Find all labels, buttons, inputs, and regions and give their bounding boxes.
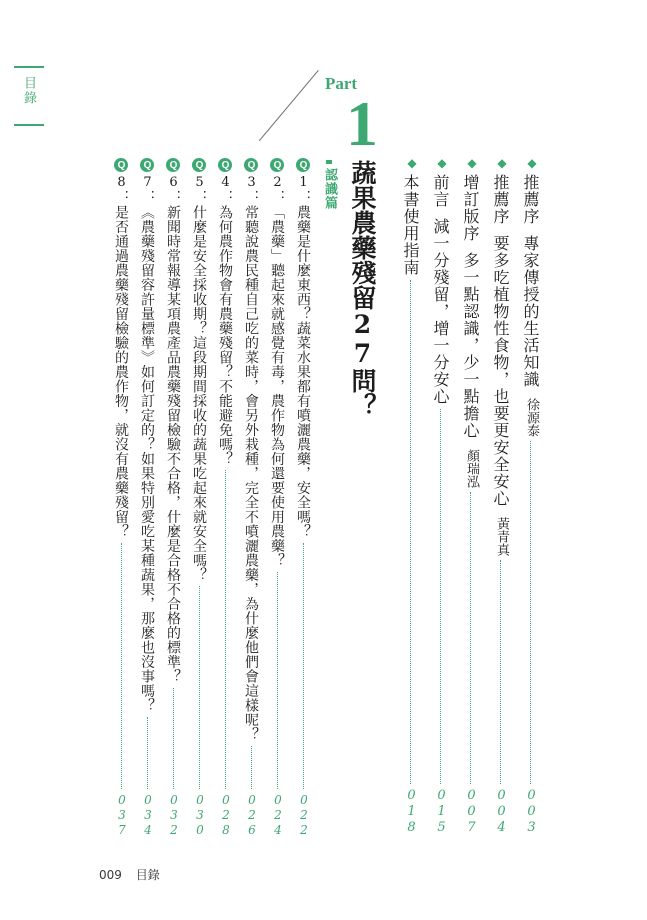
entry-page: 007 <box>464 788 479 836</box>
toc-question-7[interactable] <box>140 158 154 838</box>
section-bar-top <box>326 160 332 164</box>
question-text: 是否通過農藥殘留檢驗的農作物，就沒有農藥殘留？ <box>113 205 129 539</box>
leader-dots <box>251 746 252 790</box>
entry-page: 015 <box>434 788 449 836</box>
entry-title: 要多吃植物性食物，也要更安全安心 <box>491 235 510 507</box>
side-tab-rule-top <box>14 66 44 68</box>
chapter-title: 蔬果農藥殘留27問？ <box>348 160 377 418</box>
side-tab-rule-bottom <box>14 124 44 126</box>
toc-entry-preface[interactable] <box>462 156 478 836</box>
question-text: 新聞時常報導某項農產品農藥殘留檢驗不合格，什麼是合格不合格的標準？ <box>165 205 181 684</box>
section-label: 認識篇 <box>322 168 337 210</box>
question-text: 什麼是安全採收期？這段期間採收的蔬果吃起來就安全嗎？ <box>191 205 207 582</box>
entry-label: 本書使用指南 <box>401 174 420 276</box>
page-footer <box>99 866 160 883</box>
footer-page-number: 009 <box>99 868 122 882</box>
footer-section: 目錄 <box>135 868 160 882</box>
question-text: 農藥是什麼東西？蔬菜水果都有噴灑農藥，安全嗎？ <box>295 205 311 539</box>
question-page: 034 <box>141 793 155 838</box>
question-number: 5： <box>192 175 207 203</box>
entry-author: 黃青真 <box>494 517 509 556</box>
part-number: 1 <box>346 88 378 159</box>
q-badge-icon: Q <box>142 159 153 171</box>
leader-dots <box>303 543 304 790</box>
toc-entry-foreword-2[interactable] <box>492 156 508 836</box>
q-badge-icon: Q <box>194 159 205 171</box>
entry-label: 推薦序 <box>521 174 540 225</box>
entry-author: 顏瑞泓 <box>464 449 479 488</box>
side-tab-label: 目錄 <box>21 76 36 106</box>
entry-label: 前言 <box>431 174 450 208</box>
leader-dots <box>173 688 174 790</box>
entry-page: 018 <box>404 788 419 836</box>
entry-label: 增訂版序 <box>461 174 480 242</box>
leader-dots <box>530 441 531 784</box>
q-badge-icon: Q <box>116 159 127 171</box>
question-page: 030 <box>193 793 207 838</box>
question-page: 022 <box>297 793 311 838</box>
leader-dots <box>147 717 148 790</box>
toc-entry-guide[interactable] <box>402 156 418 836</box>
q-badge-icon: Q <box>272 159 283 171</box>
question-text: 《農藥殘留容許量標準》如何訂定的？如果特別愛吃某種蔬果，那麼也沒事嗎？ <box>139 205 155 713</box>
entry-title: 專家傳授的生活知識 <box>521 235 540 388</box>
leader-dots <box>121 543 122 790</box>
diamond-bullet-icon: ◆ <box>435 156 449 170</box>
question-number: 1： <box>296 175 311 203</box>
question-number: 7： <box>140 175 155 203</box>
leader-dots <box>410 280 411 784</box>
q-badge-icon: Q <box>298 159 309 171</box>
question-number: 2： <box>270 175 285 203</box>
question-number: 4： <box>218 175 233 203</box>
leader-dots <box>225 470 226 789</box>
part-word: Part <box>325 74 358 93</box>
question-number: 8： <box>114 175 129 203</box>
question-page: 037 <box>115 793 129 838</box>
question-page: 028 <box>219 793 233 838</box>
toc-question-4[interactable] <box>218 158 232 838</box>
toc-entry-introduction[interactable] <box>432 156 448 836</box>
toc-question-5[interactable] <box>192 158 206 838</box>
q-badge-icon: Q <box>168 159 179 171</box>
entry-title: 多一點認識，少一點擔心 <box>461 252 480 439</box>
diamond-bullet-icon: ◆ <box>495 156 509 170</box>
side-tab <box>14 66 44 126</box>
entry-page: 004 <box>494 788 509 836</box>
leader-dots <box>440 409 441 784</box>
diamond-bullet-icon: ◆ <box>465 156 479 170</box>
question-text: 「農藥」聽起來就感覺有毒，農作物為何還要使用農藥？ <box>269 205 285 568</box>
question-page: 024 <box>271 793 285 838</box>
leader-dots <box>277 572 278 790</box>
toc-question-8[interactable] <box>114 158 128 838</box>
question-number: 6： <box>166 175 181 203</box>
toc-question-6[interactable] <box>166 158 180 838</box>
question-page: 032 <box>167 793 181 838</box>
question-page: 026 <box>245 793 259 838</box>
entry-author: 徐源泰 <box>524 398 539 437</box>
toc-question-2[interactable] <box>270 158 284 838</box>
diamond-bullet-icon: ◆ <box>525 156 539 170</box>
toc-entry-foreword-1[interactable] <box>522 156 538 836</box>
part-slash-divider <box>259 70 319 141</box>
question-text: 為何農作物會有農藥殘留？不能避免嗎？ <box>217 205 233 466</box>
q-badge-icon: Q <box>220 159 231 171</box>
entry-page: 003 <box>524 788 539 836</box>
q-badge-icon: Q <box>246 159 257 171</box>
question-number: 3： <box>244 175 259 203</box>
leader-dots <box>500 560 501 784</box>
leader-dots <box>199 586 200 789</box>
entry-label: 推薦序 <box>491 174 510 225</box>
toc-question-1[interactable] <box>296 158 310 838</box>
toc-question-3[interactable] <box>244 158 258 838</box>
leader-dots <box>470 492 471 784</box>
diamond-bullet-icon: ◆ <box>405 156 419 170</box>
entry-title: 減一分殘留，增一分安心 <box>431 218 450 405</box>
question-text: 常聽說農民種自己吃的菜時，會另外栽種，完全不噴灑農藥，為什麼他們會這樣呢？ <box>243 205 259 742</box>
